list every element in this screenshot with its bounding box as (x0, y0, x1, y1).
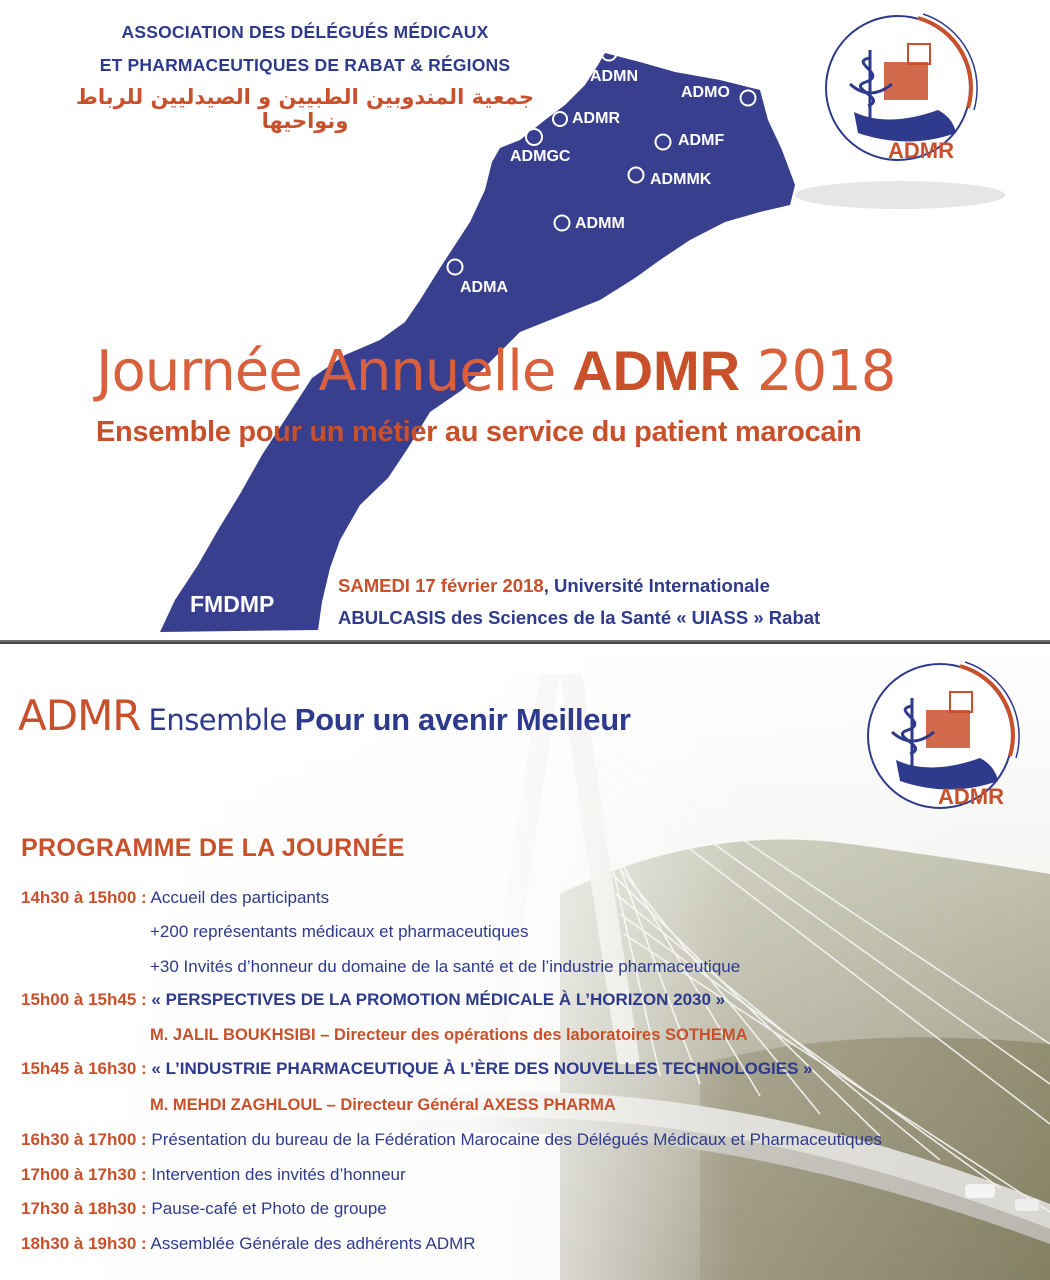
city-label-admm: ADMM (575, 215, 625, 232)
event-day: SAMEDI (338, 575, 416, 596)
event-date-line (338, 575, 770, 597)
programme-row (21, 1199, 387, 1219)
row-desc: Assemblée Générale des adhérents ADMR (146, 1234, 476, 1253)
sub-line: +30 Invités d’honneur du domaine de la santé et de l’industrie pharmaceutique (150, 957, 741, 976)
slogan-ensemble: Ensemble (148, 703, 287, 737)
row-time: 18h30 à 19h30 : (21, 1234, 147, 1253)
slogan (18, 691, 631, 740)
programme-row (21, 1059, 813, 1079)
city-label-admo: ADMO (681, 84, 730, 101)
event-date: 17 février 2018 (415, 575, 544, 596)
row-desc: Accueil des participants (146, 888, 330, 907)
event-title-light: Journée Annuelle (96, 339, 573, 404)
row-desc: Pause-café et Photo de groupe (146, 1199, 387, 1218)
speaker-line: M. JALIL BOUKHSIBI – Directeur des opérations des laboratoires SOTHEMA (150, 1026, 748, 1044)
row-desc: Intervention des invités d’honneur (146, 1165, 406, 1184)
row-time: 17h30 à 18h30 : (21, 1199, 147, 1218)
programme-panel (0, 644, 1050, 1280)
event-venue-line2: ABULCASIS des Sciences de la Santé « UIASS » Rabat (338, 607, 821, 628)
logo-shadow (795, 181, 1005, 209)
event-title-year: 2018 (740, 339, 896, 404)
row-desc: « PERSPECTIVES DE LA PROMOTION MÉDICALE À L’HORIZON 2030 » (146, 990, 726, 1009)
logo-text: ADMR (888, 138, 954, 163)
city-label-admf: ADMF (678, 132, 725, 149)
association-name-arabic: جمعية المندوبين الطبيين و الصيدليين للرباط ونواحيها (76, 85, 534, 133)
city-label-admgc: ADMGC (510, 148, 571, 165)
logo-text-bottom: ADMR (938, 784, 1004, 809)
sub-line: +200 représentants médicaux et pharmaceutiques (150, 922, 529, 941)
row-time: 17h00 à 17h30 : (21, 1165, 147, 1184)
row-time: 16h30 à 17h00 : (21, 1130, 147, 1149)
programme-row (21, 888, 329, 908)
programme-row (21, 990, 725, 1010)
row-desc: « L’INDUSTRIE PHARMACEUTIQUE À L’ÈRE DES NOUVELLES TECHNOLOGIES » (146, 1059, 813, 1078)
city-label-admr: ADMR (572, 110, 620, 127)
row-time: 15h00 à 15h45 : (21, 990, 147, 1009)
programme-row (21, 1130, 882, 1150)
row-time: 14h30 à 15h00 : (21, 888, 147, 907)
city-label-admmk: ADMMK (650, 171, 712, 188)
event-subtitle: Ensemble pour un métier au service du patient marocain (96, 416, 862, 448)
speaker-line: M. MEHDI ZAGHLOUL – Directeur Général AXESS PHARMA (150, 1096, 616, 1114)
programme-row (21, 1165, 406, 1185)
city-label-admn: ADMN (590, 68, 638, 85)
association-name-line1: ASSOCIATION DES DÉLÉGUÉS MÉDICAUX (121, 22, 489, 42)
slogan-admr: ADMR (18, 691, 141, 740)
row-time: 15h45 à 16h30 : (21, 1059, 147, 1078)
slogan-rest: Pour un avenir Meilleur (294, 702, 631, 737)
association-name-line2: ET PHARMACEUTIQUES DE RABAT & RÉGIONS (99, 55, 511, 75)
event-title (96, 338, 895, 404)
fmdmp-label: FMDMP (190, 591, 275, 617)
programme-title: PROGRAMME DE LA JOURNÉE (21, 834, 405, 862)
city-label-adma: ADMA (460, 279, 508, 296)
row-desc: Présentation du bureau de la Fédération Marocaine des Délégués Médicaux et Pharmaceutiques (146, 1130, 882, 1149)
event-venue-line (338, 607, 820, 629)
event-title-bold: ADMR (572, 339, 741, 402)
event-venue-line1: Université Internationale (553, 575, 770, 596)
event-date-sep: , (543, 575, 554, 596)
programme-row (21, 1234, 476, 1254)
